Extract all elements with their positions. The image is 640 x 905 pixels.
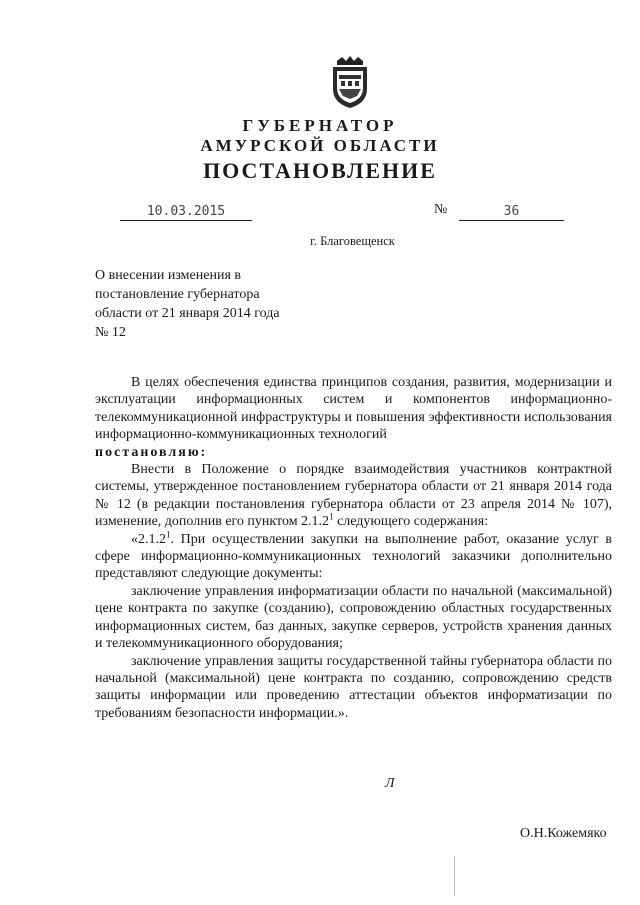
subject-line: постановление губернатора xyxy=(95,287,260,302)
subject-line: области от 21 января 2014 года xyxy=(95,306,280,321)
document-number: 36 xyxy=(459,204,564,221)
header-line-region: АМУРСКОЙ ОБЛАСТИ xyxy=(200,136,440,155)
paragraph-security: заключение управления защиты государственной тайны губернатора области по начальной (максимальной) цене контракта по созданию, сопровождению средств защиты информации или проведению аттестации объектов информатизации по требованиям безопасности информации.». xyxy=(95,653,612,721)
subject-line: О внесении изменения в xyxy=(95,268,241,283)
header-line-governor: ГУБЕРНАТОР xyxy=(242,116,398,135)
number-sign: № xyxy=(434,202,448,217)
paragraph-clause: «2.1.2$^1$. При осуществлении закупки на выполнение работ, оказание услуг в сфере информационно-коммуникационных технологий заказчики дополнительно представляют следующие документы: xyxy=(95,529,612,582)
decree-word: постановляю: xyxy=(95,444,208,460)
document-title: ПОСТАНОВЛЕНИЕ xyxy=(203,158,437,183)
document-subject xyxy=(95,266,325,342)
handwritten-mark: Л xyxy=(385,776,395,791)
coat-of-arms-icon xyxy=(327,55,373,109)
document-date: 10.03.2015 xyxy=(120,204,252,221)
document-body xyxy=(95,374,612,722)
paragraph-amendment: Внести в Положение о порядке взаимодействия участников контрактной системы, утвержденное постановлением губернатора области от 21 января 2014 года № 12 (в редакции постановления губернатора области от 23 апреля 2014 № 107), изменение, дополнив его пунктом 2.1.2$^1$ следующего содержания: xyxy=(95,462,612,530)
city: г. Благовещенск xyxy=(310,234,395,248)
signatory-name: О.Н.Кожемяко xyxy=(520,826,607,841)
subject-line: № 12 xyxy=(95,325,126,340)
margin-mark xyxy=(454,856,455,896)
paragraph-preamble: В целях обеспечения единства принципов создания, развития, модернизации и эксплуатации информационных систем и компонентов информационно-телекоммуникационной инфраструктуры и повышения эффективности использования информационно-коммуникационных технологий xyxy=(95,375,612,443)
paragraph-informatization: заключение управления информатизации области по начальной (максимальной) цене контракта по закупке (созданию), сопровождению областных государственных информационных систем, баз данных, закупке серверов, устройств хранения данных и телекоммуникационного оборудования; xyxy=(95,583,612,652)
